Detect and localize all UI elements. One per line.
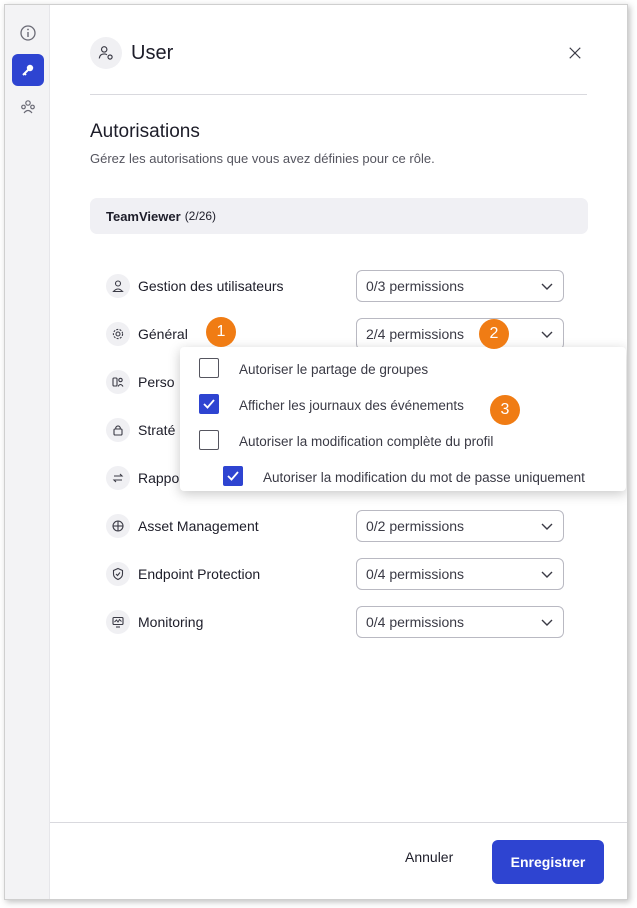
permission-value: 0/4 permissions [366, 614, 465, 630]
chevron-down-icon [539, 278, 555, 294]
permission-label: Asset Management [138, 518, 259, 534]
permission-label: Perso [138, 374, 175, 390]
group-name: TeamViewer [106, 208, 181, 224]
checkbox[interactable] [199, 394, 219, 414]
section-description: Gérez les autorisations que vous avez définies pour ce rôle. [90, 151, 435, 166]
option-label: Autoriser la modification du mot de passe uniquement [263, 470, 585, 485]
permissions-dropdown [180, 347, 626, 491]
option-label: Autoriser le partage de groupes [239, 362, 429, 377]
permission-select[interactable] [356, 270, 564, 302]
info-icon[interactable] [12, 17, 44, 49]
permission-select[interactable] [356, 510, 564, 542]
dialog-header [90, 37, 587, 95]
permission-label: Gestion des utilisateurs [138, 278, 284, 294]
option-label: Autoriser la modification complète du profil [239, 434, 494, 449]
close-icon[interactable] [563, 41, 587, 65]
permission-value: 2/4 permissions [366, 326, 465, 342]
checkbox[interactable] [199, 430, 219, 450]
arrows-icon [106, 466, 130, 490]
section-title: Autorisations [90, 121, 200, 142]
dialog-footer [50, 822, 627, 900]
permission-select[interactable] [356, 318, 564, 350]
checkbox[interactable] [223, 466, 243, 486]
main-panel [50, 5, 627, 899]
group-icon[interactable] [12, 91, 44, 123]
option-label: Afficher les journaux des événements [239, 398, 464, 413]
permission-value: 0/4 permissions [366, 566, 465, 582]
dropdown-option-full-profile-edit[interactable] [180, 424, 626, 456]
lock-icon [106, 418, 130, 442]
dropdown-option-share-groups[interactable] [180, 352, 626, 384]
user-icon [106, 274, 130, 298]
page-title: User [131, 42, 174, 64]
chevron-down-icon [539, 326, 555, 342]
people-icon [106, 370, 130, 394]
cancel-button[interactable]: Annuler [405, 849, 454, 865]
permission-value: 0/3 permissions [366, 278, 465, 294]
permission-row-endpoint-protection [106, 558, 564, 590]
permission-row-monitoring [106, 606, 564, 638]
step-badge: 2 [479, 319, 509, 349]
chevron-down-icon [539, 566, 555, 582]
group-header [90, 198, 588, 234]
shield-icon [106, 562, 130, 586]
check-icon [226, 469, 240, 483]
dropdown-option-event-logs[interactable] [180, 388, 626, 420]
permission-row-asset-management [106, 510, 564, 542]
permission-label: Endpoint Protection [138, 566, 261, 582]
key-icon[interactable] [12, 54, 44, 86]
permission-label: Monitoring [138, 614, 204, 630]
asset-icon [106, 514, 130, 538]
check-icon [202, 397, 216, 411]
step-badge: 3 [490, 395, 520, 425]
permission-value: 0/2 permissions [366, 518, 465, 534]
gear-icon [106, 322, 130, 346]
chevron-down-icon [539, 614, 555, 630]
checkbox[interactable] [199, 358, 219, 378]
step-badge: 1 [206, 317, 236, 347]
chevron-down-icon [539, 518, 555, 534]
permission-label: Straté [138, 422, 176, 438]
app-window [4, 4, 628, 900]
permission-label: Général [138, 326, 188, 342]
side-rail [5, 5, 50, 899]
permission-label: Rappo [138, 470, 180, 486]
group-count: (2/26) [184, 209, 217, 223]
dropdown-option-password-only[interactable] [180, 460, 626, 492]
permission-select[interactable] [356, 606, 564, 638]
save-button[interactable]: Enregistrer [492, 840, 604, 884]
permission-select[interactable] [356, 558, 564, 590]
permission-row-user-management [106, 270, 564, 302]
monitor-icon [106, 610, 130, 634]
user-gear-icon [90, 37, 122, 69]
